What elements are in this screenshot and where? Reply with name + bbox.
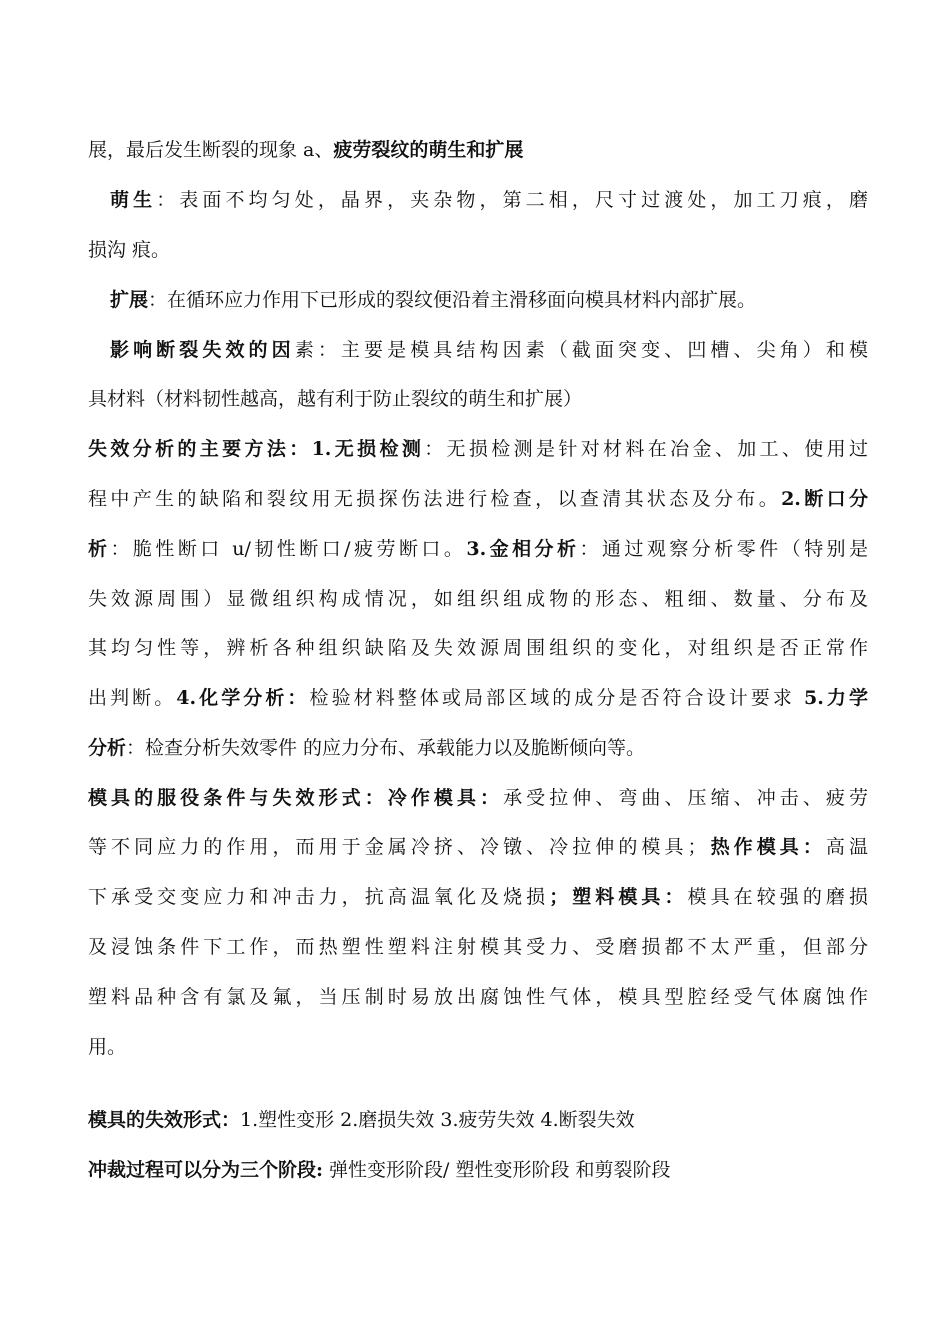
text-line-7: 失效分析的主要方法：1.无损检测：无损检测是针对材料在冶金、加工、使用过: [88, 438, 868, 460]
text-line-15: 等不同应力的作用，而用于金属冷挤、冷镦、冷拉伸的模具；热作模具：高温: [88, 836, 868, 858]
text-line-10: 失效源周围）显微组织构成情况，如组织组成物的形态、粗细、数量、分布及: [88, 588, 868, 610]
text-line-18: 塑料品种含有氯及氟，当压制时易放出腐蚀性气体，模具型腔经受气体腐蚀作: [88, 986, 868, 1008]
text-line-5: 影响断裂失效的因素：主要是模具结构因素（截面突变、凹槽、尖角）和模: [110, 339, 868, 361]
text-line-9: 析：脆性断口 u/韧性断口/疲劳断口。3.金相分析：通过观察分析零件（特别是: [88, 538, 868, 560]
text-line-19: 用。: [88, 1036, 127, 1058]
text-line-20: 模具的失效形式：1.塑性变形 2.磨损失效 3.疲劳失效 4.断裂失效: [88, 1109, 635, 1131]
text-line-13: 分析：检查分析失效零件 的应力分布、承载能力以及脆断倾向等。: [88, 737, 646, 759]
text-line-14: 模具的服役条件与失效形式：冷作模具：承受拉伸、弯曲、压缩、冲击、疲劳: [88, 787, 868, 809]
text-line-11: 其均匀性等，辨析各种组织缺陷及失效源周围组织的变化，对组织是否正常作: [88, 637, 868, 659]
text-line-3: 损沟 痕。: [88, 239, 171, 261]
text-line-4: 扩展：在循环应力作用下已形成的裂纹便沿着主滑移面向模具材料内部扩展。: [110, 289, 757, 311]
text-line-6: 具材料（材料韧性越高，越有利于防止裂纹的萌生和扩展）: [88, 388, 583, 410]
text-line-17: 及浸蚀条件下工作，而热塑性塑料注射模其受力、受磨损都不太严重，但部分: [88, 936, 868, 958]
text-line-2: 萌生：表面不均匀处，晶界，夹杂物，第二相，尺寸过渡处，加工刀痕，磨: [110, 189, 868, 211]
text-line-16: 下承受交变应力和冲击力，抗高温氧化及烧损；塑料模具：模具在较强的磨损: [88, 886, 868, 908]
text-line-1: 展，最后发生断裂的现象 a、疲劳裂纹的萌生和扩展: [88, 139, 524, 161]
text-line-21: 冲裁过程可以分为三个阶段: 弹性变形阶段/ 塑性变形阶段 和剪裂阶段: [88, 1159, 671, 1181]
text-line-8: 程中产生的缺陷和裂纹用无损探伤法进行检查，以查清其状态及分布。2.断口分: [88, 488, 868, 510]
text-line-12: 出判断。4.化学分析：检验材料整体或局部区域的成分是否符合设计要求 5.力学: [88, 687, 868, 709]
